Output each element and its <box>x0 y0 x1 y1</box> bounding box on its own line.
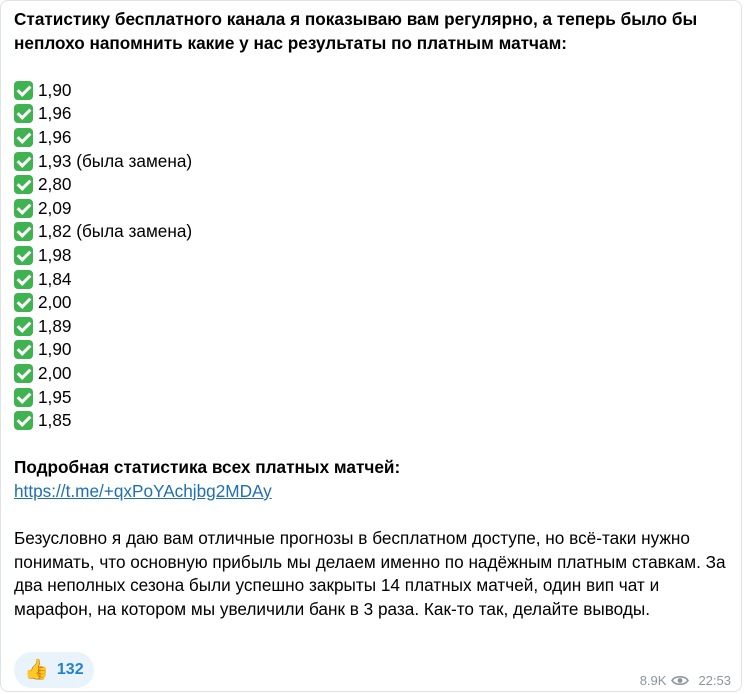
result-value: 2,00 <box>38 292 72 313</box>
spacer <box>14 503 736 527</box>
result-item <box>14 409 736 433</box>
intro-text: Статистику бесплатного канала я показываю вам регулярно, а теперь было бы неплохо напомнить какие у нас результаты по платным матчам: <box>14 9 698 53</box>
result-item <box>14 220 736 244</box>
check-mark-icon <box>14 293 33 312</box>
spacer <box>14 55 736 79</box>
result-value: 1,98 <box>38 244 72 265</box>
check-mark-icon <box>14 128 33 147</box>
result-item <box>14 338 736 362</box>
check-mark-icon <box>14 340 33 359</box>
result-value: 1,85 <box>38 410 72 431</box>
result-item <box>14 291 736 315</box>
result-value: 1,96 <box>38 126 72 147</box>
message-time: 22:53 <box>698 673 731 688</box>
result-value: 1,82 (была замена) <box>38 221 193 242</box>
check-mark-icon <box>14 222 33 241</box>
result-item <box>14 79 736 103</box>
result-item <box>14 315 736 339</box>
result-item <box>14 150 736 174</box>
result-value: 1,95 <box>38 386 72 407</box>
result-value: 1,89 <box>38 315 72 336</box>
result-item <box>14 244 736 268</box>
views-count: 8.9K <box>639 673 667 688</box>
message-meta <box>640 673 731 688</box>
check-mark-icon <box>14 270 33 289</box>
body-text: Безусловно я даю вам отличные прогнозы в бесплатном доступе, но всё-таки нужно понимать, что основную прибыль мы делаем именно по надёжным платным ставкам. За два неполных сезона были успешно закрыты 14 платных матчей, один вип чат и марафон, на котором мы увеличили банк в 3 раза. Как-то так, делайте выводы. <box>14 528 726 619</box>
results-list <box>14 79 736 433</box>
reaction-thumbs-up[interactable] <box>14 652 94 688</box>
check-mark-icon <box>14 388 33 407</box>
eye-icon <box>671 675 689 686</box>
check-mark-icon <box>14 411 33 430</box>
check-mark-icon <box>14 317 33 336</box>
check-mark-icon <box>14 246 33 265</box>
result-value: 2,09 <box>38 197 72 218</box>
check-mark-icon <box>14 199 33 218</box>
result-value: 1,84 <box>38 268 72 289</box>
result-value: 1,90 <box>38 79 72 100</box>
check-mark-icon <box>14 152 33 171</box>
result-item <box>14 102 736 126</box>
stats-link[interactable]: https://t.me/+qxPoYAchjbg2MDAy <box>14 480 272 501</box>
check-mark-icon <box>14 104 33 123</box>
spacer <box>14 433 736 457</box>
stats-heading: Подробная статистика всех платных матчей: <box>14 457 401 478</box>
result-item <box>14 362 736 386</box>
result-value: 1,96 <box>38 103 72 124</box>
message-text <box>14 8 736 621</box>
result-item <box>14 386 736 410</box>
result-value: 1,93 (была замена) <box>38 150 193 171</box>
result-value: 2,00 <box>38 362 72 383</box>
check-mark-icon <box>14 364 33 383</box>
result-item <box>14 197 736 221</box>
result-item <box>14 268 736 292</box>
thumbs-up-icon: 👍 <box>24 659 49 681</box>
check-mark-icon <box>14 175 33 194</box>
reaction-count: 132 <box>56 661 84 678</box>
check-mark-icon <box>14 81 33 100</box>
result-value: 1,90 <box>38 339 72 360</box>
result-item <box>14 126 736 150</box>
result-item <box>14 173 736 197</box>
result-value: 2,80 <box>38 174 72 195</box>
